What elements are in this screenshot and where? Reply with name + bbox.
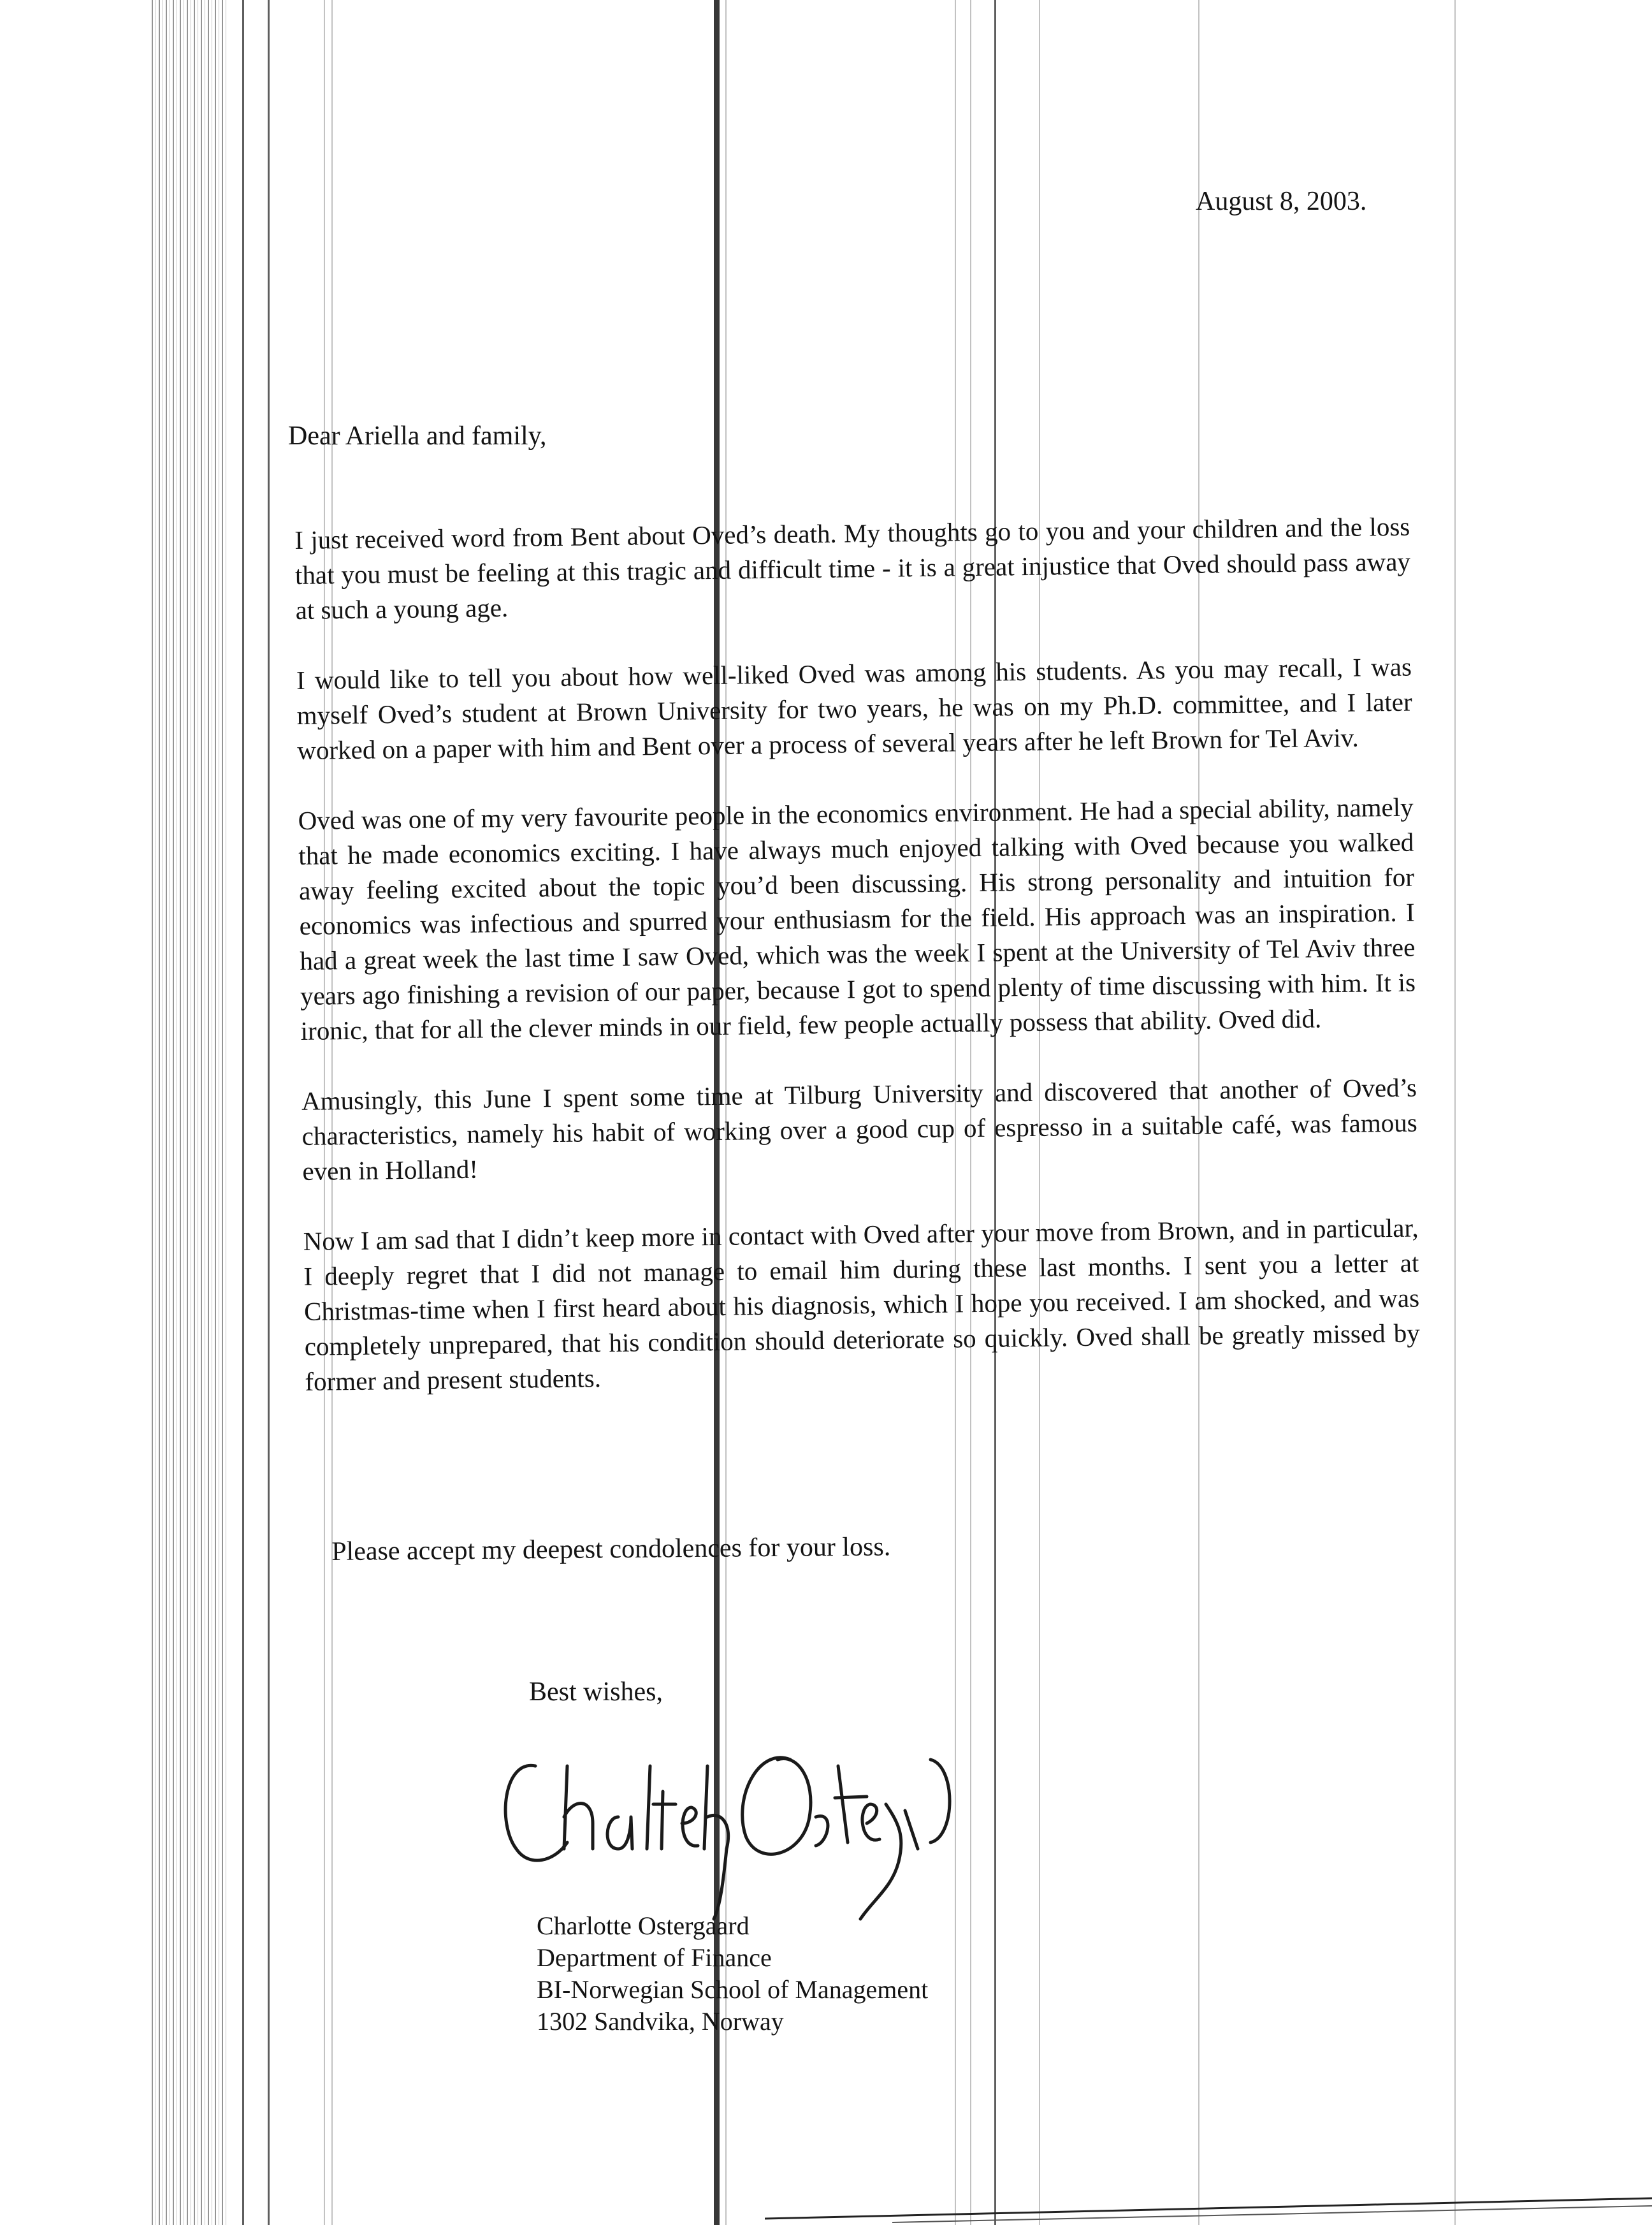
scan-streak: [242, 0, 244, 2225]
body-paragraph: I would like to tell you about how well-liked Oved was among his students. As you may recall, I was myself Oved’s student at Brown University for two years, he was on my Ph.D. committee, and I later worked on a paper with him and Bent over a process of several years after he left Brown for Tel Aviv.: [296, 652, 1412, 765]
body-paragraph: Now I am sad that I didn’t keep more in contact with Oved after your move from Brown, and in particular, I deeply regret that I did not manage to email him during these last months. I sent you a letter at Christmas-time when I first heard about his diagnosis, which I hope you received. I am shocked, and was completely unprepared, that his condition should deteriorate so quickly. Oved shall be greatly missed by former and present students.: [303, 1213, 1420, 1396]
address-line: 1302 Sandvika, Norway: [537, 2007, 784, 2036]
body-paragraph: Amusingly, this June I spent some time at Tilburg University and discovered that another of Oved’s characteristics, namely his habit of working over a good cup of espresso in a suitable café, was famous even in Holland!: [301, 1072, 1417, 1186]
letter-date: August 8, 2003.: [1196, 187, 1367, 216]
address-line: Department of Finance: [537, 1943, 772, 1972]
scan-streak-band: [152, 0, 227, 2225]
handwritten-signature: [491, 1721, 1001, 1932]
scan-edge-lines: [765, 2180, 1652, 2225]
letter-closing: Please accept my deepest condolences for your loss.: [331, 1532, 891, 1566]
letter-signoff: Best wishes,: [529, 1677, 663, 1707]
sender-address: [537, 1910, 928, 2038]
letter-salutation: Dear Ariella and family,: [288, 421, 547, 451]
address-line: BI-Norwegian School of Management: [537, 1975, 929, 2004]
scan-streak: [268, 0, 270, 2225]
scan-streak: [1454, 0, 1456, 2225]
body-paragraph: Oved was one of my very favourite people in the economics environment. He had a special ability, namely that he made economics exciting. I have always much enjoyed talking with Oved because you walked away feeling excited about the topic you’d been discussing. His strong personality and intuition for economics was infectious and spurred your enthusiasm for the field. His approach was an inspiration. I had a great week the last time I saw Oved, which was the week I spent at the University of Tel Aviv three years ago finishing a revision of our paper, because I got to spend plenty of time discussing with him. It is ironic, that for all the clever minds in our field, few people actually possess that ability. Oved did.: [298, 792, 1416, 1046]
letter-body: [294, 509, 1421, 1434]
address-line: Charlotte Ostergaard: [537, 1911, 750, 1940]
body-paragraph: I just received word from Bent about Oved’s death. My thoughts go to you and your children and the loss that you must be feeling at this tragic and difficult time - it is a great injustice that Oved should pass away at such a young age.: [294, 511, 1411, 625]
